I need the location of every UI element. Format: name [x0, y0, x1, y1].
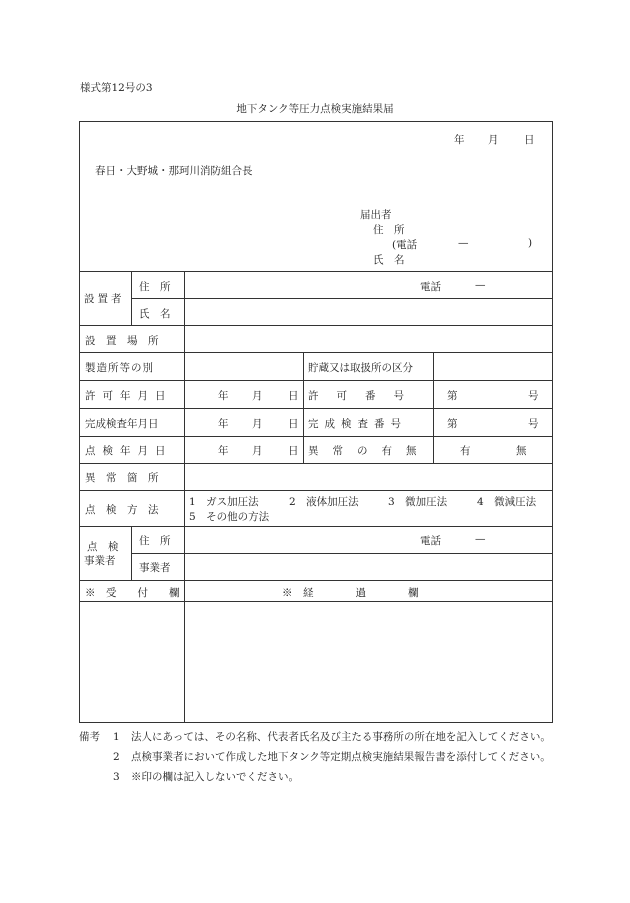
inspector-label-line1: 点 検 — [87, 541, 119, 553]
applicant-address-label: 住 所 — [373, 224, 405, 236]
completion-number-label: 完成検査番号 — [308, 418, 407, 430]
permit-year: 年 — [218, 390, 229, 402]
inspector-address-label: 住 所 — [139, 535, 171, 547]
method-3: 3 微加圧法 — [388, 496, 448, 508]
permit-number-prefix: 第 — [447, 390, 458, 402]
date-year: 年 — [454, 134, 465, 146]
applicant-phone-close: ) — [528, 237, 533, 249]
installer-label: 設置者 — [84, 293, 125, 305]
completion-year: 年 — [218, 418, 229, 430]
storage-class-label: 貯蔵又は取扱所の区分 — [308, 362, 413, 374]
location-label: 設 置 場 所 — [85, 335, 159, 347]
method-2: 2 液体加圧法 — [289, 496, 359, 508]
anomaly-presence-label: 異常の有無 — [308, 445, 431, 457]
anomaly-location-label: 異 常 箇 所 — [85, 472, 159, 484]
method-4: 4 微減圧法 — [477, 496, 537, 508]
note-number: 1 — [113, 731, 120, 743]
notes — [79, 727, 559, 787]
method-label: 点 検 方 法 — [85, 504, 159, 516]
permit-date-label: 許可年月日 — [85, 390, 173, 402]
note-number: 3 — [113, 771, 120, 783]
progress-label: ※ 経 過 欄 — [282, 587, 419, 599]
form-title: 地下タンク等圧力点検実施結果届 — [236, 103, 394, 115]
form-number: 様式第12号の3 — [80, 82, 153, 94]
addressee: 春日・大野城・那珂川消防組合長 — [95, 165, 253, 177]
inspection-date-label: 点検年月日 — [85, 445, 173, 457]
presence-yes: 有 — [460, 445, 471, 457]
presence-no: 無 — [516, 445, 527, 457]
notes-head: 備考 — [79, 731, 100, 743]
permit-number-suffix: 号 — [528, 390, 539, 402]
applicant-phone-dash: — — [458, 237, 469, 249]
reception-label: ※ 受 付 欄 — [85, 587, 180, 599]
completion-date-label: 完成検査年月日 — [85, 418, 159, 430]
installer-phone-label: 電話 — [420, 281, 441, 293]
note-number: 2 — [113, 751, 120, 763]
completion-month: 月 — [252, 418, 263, 430]
note-item — [79, 747, 559, 767]
applicant-label: 届出者 — [360, 209, 392, 221]
installer-name-label: 氏 名 — [139, 308, 171, 320]
permit-number-label: 許可番号 — [308, 390, 422, 402]
permit-day: 日 — [288, 390, 299, 402]
method-1: 1 ガス加圧法 — [189, 496, 259, 508]
date-month: 月 — [488, 134, 499, 146]
completion-number-suffix: 号 — [528, 418, 539, 430]
installer-phone-dash: — — [475, 279, 486, 291]
completion-day: 日 — [288, 418, 299, 430]
note-item — [79, 767, 559, 787]
applicant-phone-open: (電話 — [392, 239, 418, 251]
facility-type-label: 製造所等の別 — [85, 362, 154, 374]
completion-number-prefix: 第 — [447, 418, 458, 430]
date-day: 日 — [524, 134, 535, 146]
inspector-business-label: 事業者 — [139, 562, 171, 574]
inspection-year: 年 — [218, 445, 229, 457]
permit-month: 月 — [252, 390, 263, 402]
note-text: 法人にあっては、その名称、代表者氏名及び主たる事務所の所在地を記入してください。 — [131, 731, 551, 743]
inspector-label-line2: 事業者 — [84, 555, 116, 567]
applicant-name-label: 氏 名 — [373, 254, 405, 266]
inspector-phone-dash: — — [475, 533, 486, 545]
method-5: 5 その他の方法 — [189, 511, 270, 523]
note-item — [79, 727, 559, 747]
note-text: ※印の欄は記入しないでください。 — [131, 771, 299, 783]
inspection-day: 日 — [288, 445, 299, 457]
note-text: 点検事業者において作成した地下タンク等定期点検実施結果報告書を添付してください。 — [131, 751, 551, 763]
installer-address-label: 住 所 — [139, 281, 171, 293]
inspector-phone-label: 電話 — [420, 535, 441, 547]
inspection-month: 月 — [252, 445, 263, 457]
